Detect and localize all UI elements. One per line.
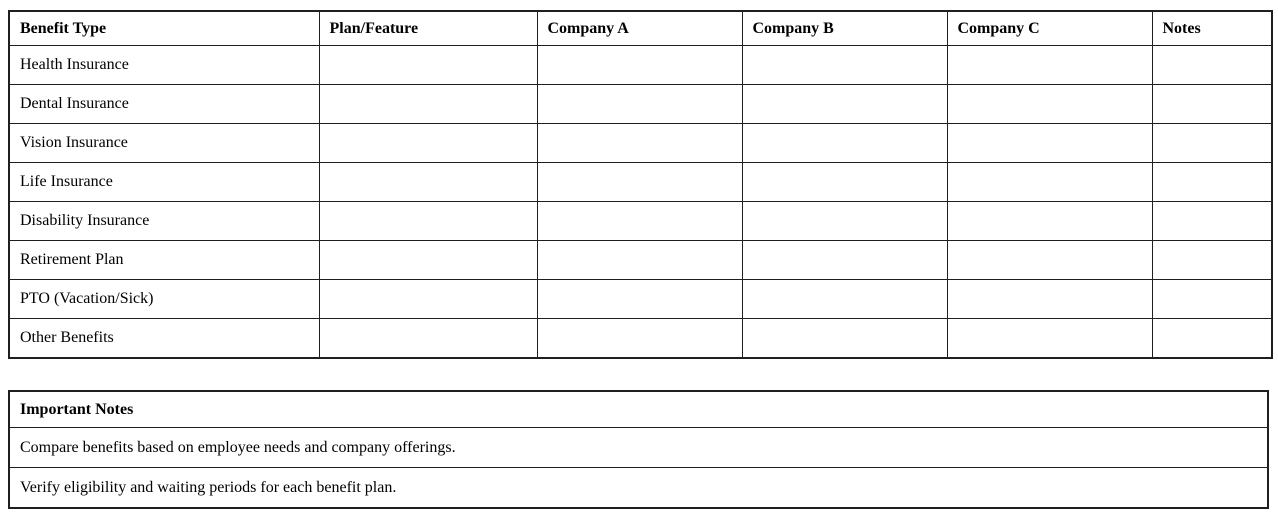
column-header-benefit-type: Benefit Type [9,11,319,46]
benefit-type-cell: Health Insurance [9,46,319,85]
company-c-cell [947,319,1152,359]
plan-feature-cell [319,280,537,319]
plan-feature-cell [319,124,537,163]
company-a-cell [537,85,742,124]
note-row [9,468,1268,509]
company-c-cell [947,124,1152,163]
notes-section-title: Important Notes [9,391,1268,428]
company-a-cell [537,202,742,241]
column-header-company-a: Company A [537,11,742,46]
benefit-type-cell: Life Insurance [9,163,319,202]
plan-feature-cell [319,85,537,124]
plan-feature-cell [319,202,537,241]
benefit-type-cell: Vision Insurance [9,124,319,163]
company-c-cell [947,280,1152,319]
note-row [9,428,1268,468]
company-c-cell [947,241,1152,280]
company-b-cell [742,202,947,241]
company-b-cell [742,124,947,163]
important-notes-table [8,390,1269,509]
company-a-cell [537,319,742,359]
table-row [9,280,1272,319]
company-c-cell [947,85,1152,124]
company-c-cell [947,46,1152,85]
column-header-company-c: Company C [947,11,1152,46]
notes-cell [1152,202,1272,241]
company-b-cell [742,85,947,124]
plan-feature-cell [319,319,537,359]
plan-feature-cell [319,46,537,85]
column-header-notes: Notes [1152,11,1272,46]
notes-cell [1152,46,1272,85]
company-b-cell [742,319,947,359]
column-header-plan-feature: Plan/Feature [319,11,537,46]
notes-cell [1152,85,1272,124]
company-b-cell [742,280,947,319]
benefit-type-cell: Disability Insurance [9,202,319,241]
table-row [9,124,1272,163]
notes-cell [1152,280,1272,319]
company-a-cell [537,124,742,163]
notes-header-row [9,391,1268,428]
note-cell: Verify eligibility and waiting periods for each benefit plan. [9,468,1268,509]
notes-table-body [9,391,1268,508]
company-c-cell [947,163,1152,202]
benefit-type-cell: PTO (Vacation/Sick) [9,280,319,319]
table-row [9,202,1272,241]
company-c-cell [947,202,1152,241]
column-header-company-b: Company B [742,11,947,46]
notes-cell [1152,241,1272,280]
table-row [9,319,1272,359]
benefit-type-cell: Other Benefits [9,319,319,359]
table-row [9,85,1272,124]
table-row [9,241,1272,280]
notes-cell [1152,319,1272,359]
note-cell: Compare benefits based on employee needs and company offerings. [9,428,1268,468]
company-b-cell [742,46,947,85]
plan-feature-cell [319,163,537,202]
benefits-table-body [9,46,1272,359]
company-a-cell [537,46,742,85]
plan-feature-cell [319,241,537,280]
company-a-cell [537,241,742,280]
benefits-comparison-table [8,10,1273,359]
company-b-cell [742,241,947,280]
table-header-row [9,11,1272,46]
company-a-cell [537,163,742,202]
benefit-type-cell: Retirement Plan [9,241,319,280]
company-b-cell [742,163,947,202]
table-row [9,163,1272,202]
notes-cell [1152,124,1272,163]
table-row [9,46,1272,85]
notes-cell [1152,163,1272,202]
benefit-type-cell: Dental Insurance [9,85,319,124]
company-a-cell [537,280,742,319]
